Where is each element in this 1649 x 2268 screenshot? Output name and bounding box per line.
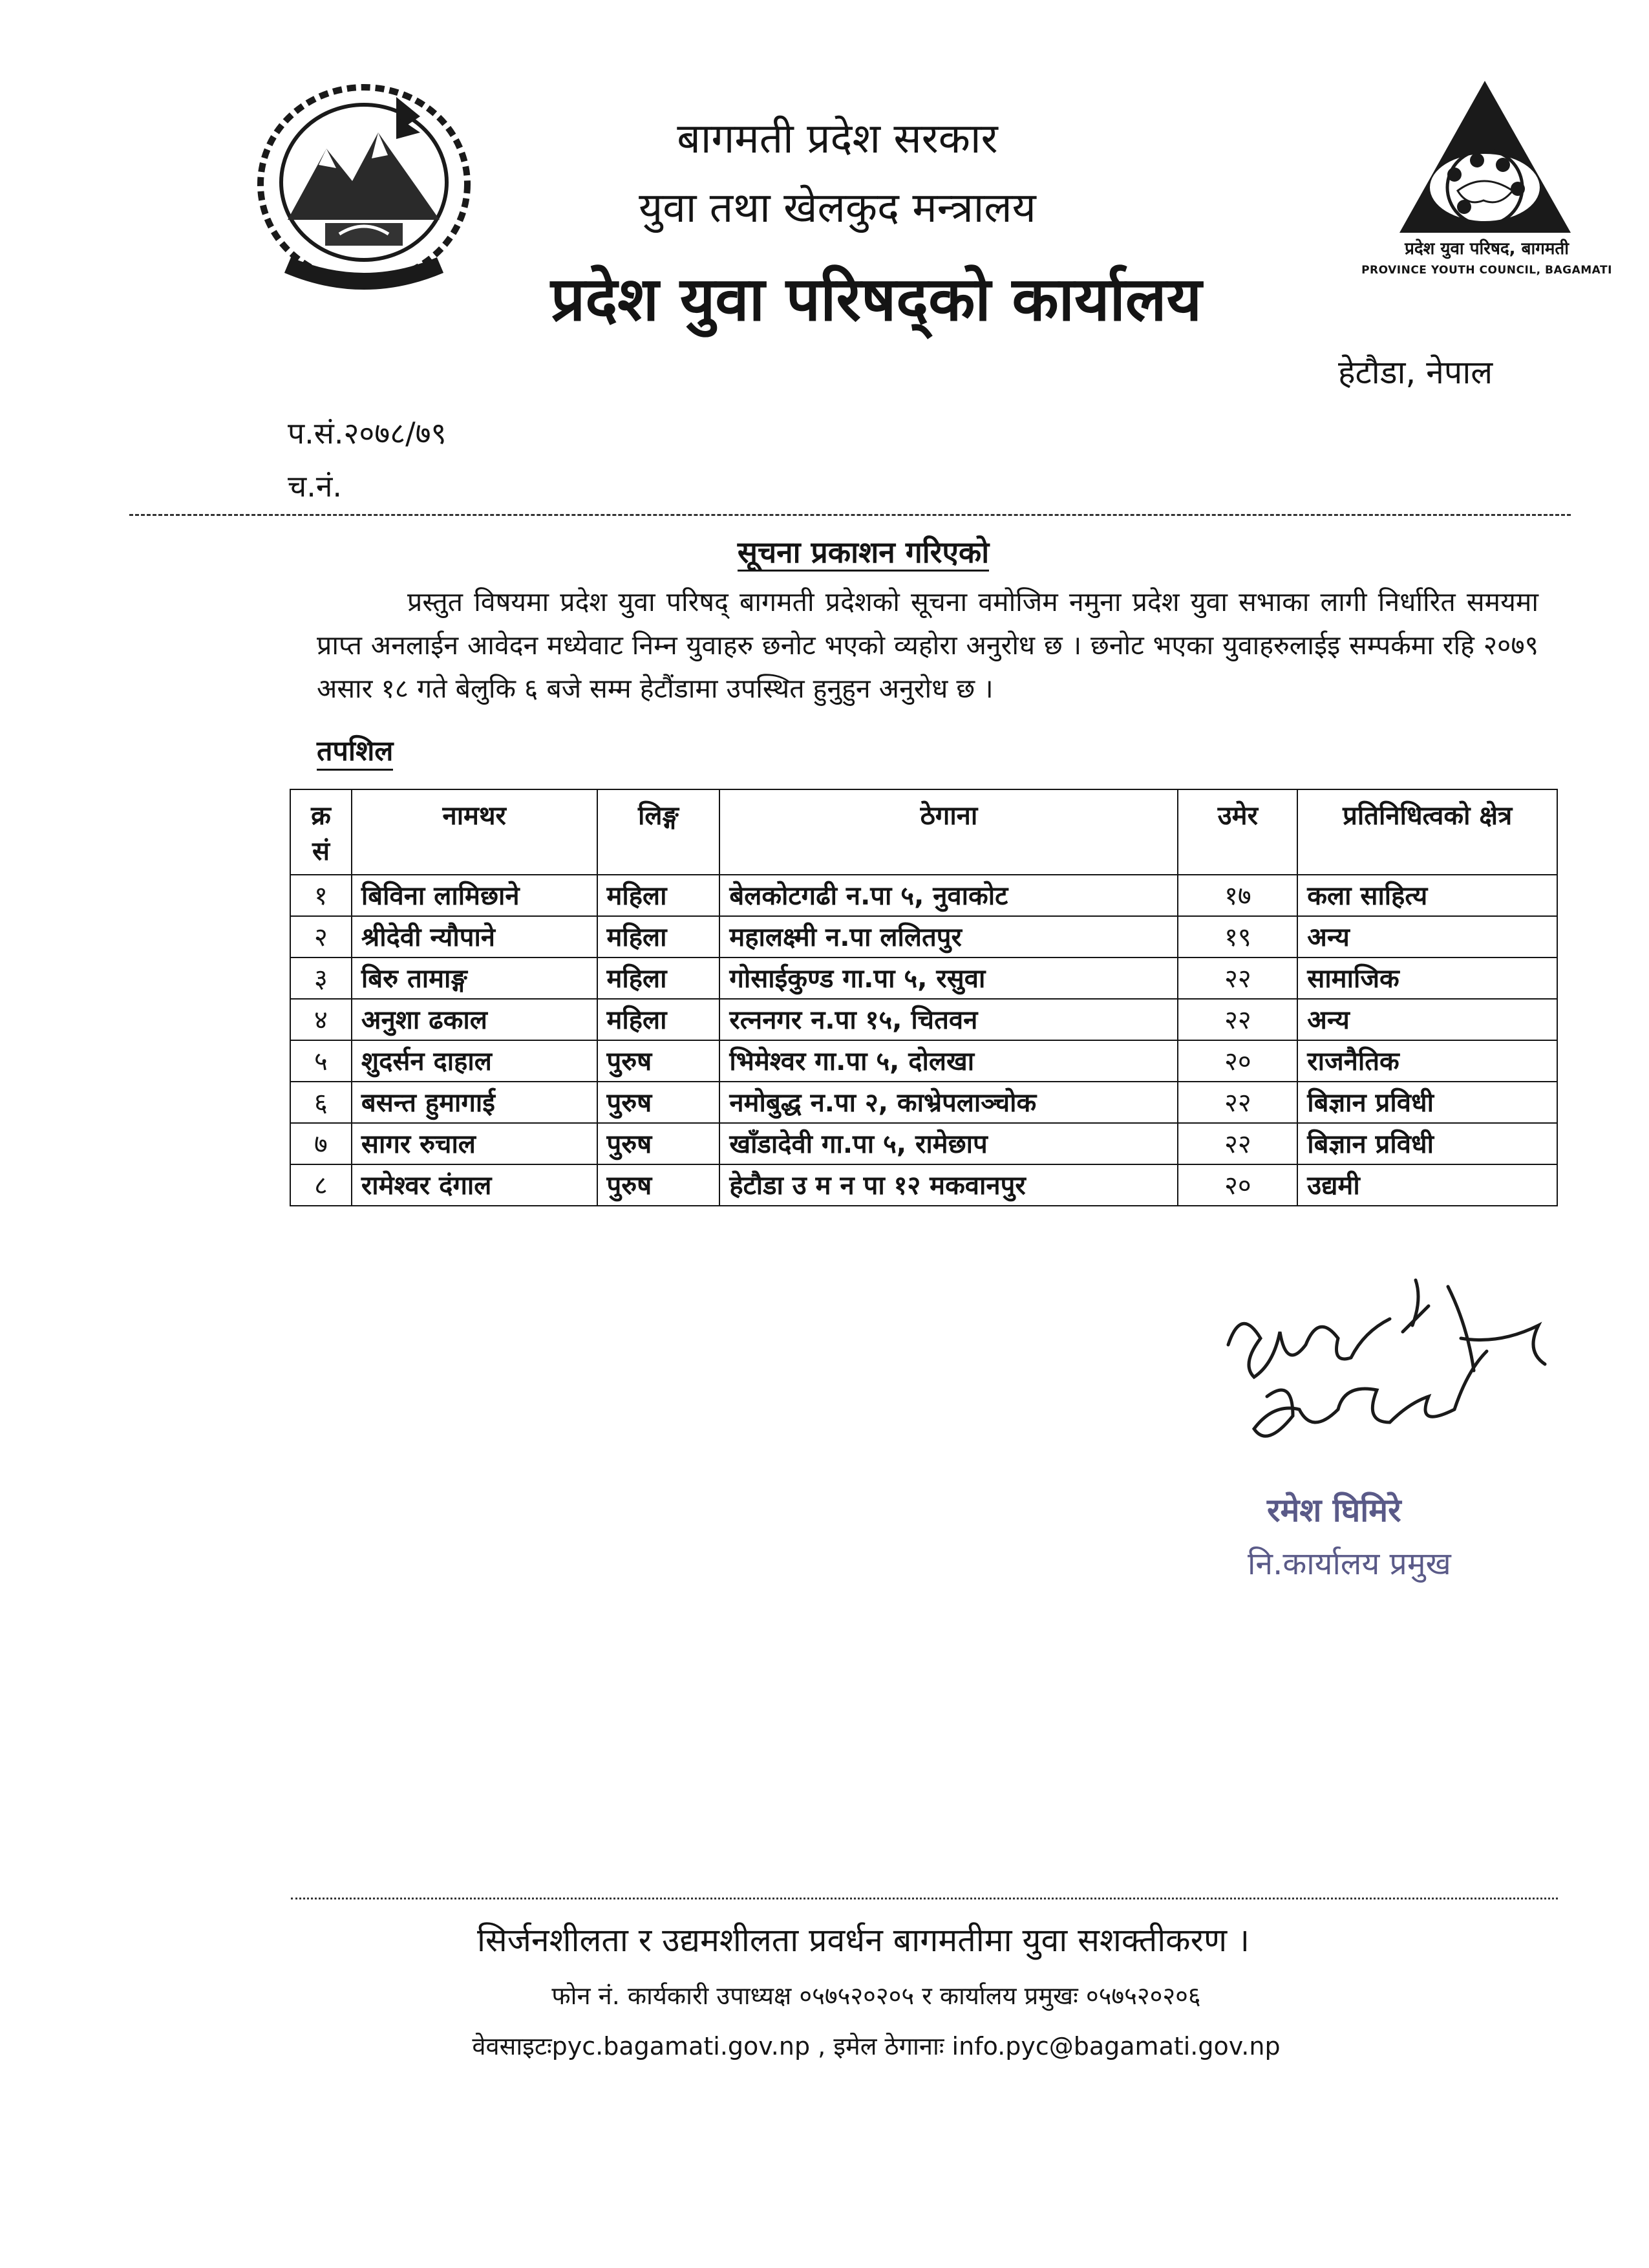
office-location: हेटौडा, नेपाल	[1338, 354, 1493, 391]
col-header-gender: लिङ्ग	[597, 789, 720, 875]
cell-name: बसन्त हुमागाई	[352, 1082, 597, 1123]
header-government: बागमती प्रदेश सरकार	[677, 115, 998, 163]
cell-address: बेलकोटगढी न.पा ५, नुवाकोट	[719, 875, 1178, 916]
table-row	[290, 957, 1557, 999]
footer-divider	[291, 1898, 1558, 1899]
table-row	[290, 1123, 1557, 1164]
cell-name: श्रीदेवी न्यौपाने	[352, 916, 597, 957]
col-header-name: नामथर	[352, 789, 597, 875]
list-heading: तपशिल	[317, 731, 393, 771]
table-row	[290, 999, 1557, 1040]
col-header-age: उमेर	[1178, 789, 1297, 875]
cell-area: बिज्ञान प्रविधी	[1297, 1123, 1557, 1164]
cell-serial: ८	[290, 1164, 352, 1206]
header-ministry: युवा तथा खेलकुद मन्त्रालय	[639, 184, 1036, 232]
cell-area: अन्य	[1297, 916, 1557, 957]
cell-area: कला साहित्य	[1297, 875, 1557, 916]
cell-age: २२	[1178, 999, 1297, 1040]
cell-area: बिज्ञान प्रविधी	[1297, 1082, 1557, 1123]
notice-subject	[0, 531, 1649, 572]
cell-gender: पुरुष	[597, 1082, 720, 1123]
table-header-row	[290, 789, 1557, 875]
col-header-address: ठेगाना	[719, 789, 1178, 875]
cell-address: महालक्ष्मी न.पा ललितपुर	[719, 916, 1178, 957]
footer-slogan: सिर्जनशीलता र उद्यमशीलता प्रवर्धन बागमतीमा युवा सशक्तीकरण ।	[476, 1921, 1250, 1959]
cell-name: अनुशा ढकाल	[352, 999, 597, 1040]
col-header-serial: क्र सं	[290, 789, 352, 875]
cell-serial: ५	[290, 1040, 352, 1082]
header-divider	[129, 514, 1571, 516]
cell-area: अन्य	[1297, 999, 1557, 1040]
cell-name: शुदर्सन दाहाल	[352, 1040, 597, 1082]
cell-address: रत्ननगर न.पा १५, चितवन	[719, 999, 1178, 1040]
reference-number: प.सं.२०७८/७९	[288, 416, 447, 451]
logo-caption-english: PROVINCE YOUTH COUNCIL, BAGAMATI	[1361, 264, 1612, 277]
cell-address: नमोबुद्ध न.पा २, काभ्रेपलाञ्चोक	[719, 1082, 1178, 1123]
cell-gender: महिला	[597, 957, 720, 999]
notice-subject-text: सूचना प्रकाशन गरिएको	[738, 535, 989, 572]
cell-gender: पुरुष	[597, 1123, 720, 1164]
cell-area: राजनैतिक	[1297, 1040, 1557, 1082]
table-row	[290, 916, 1557, 957]
handwritten-signature-icon	[1202, 1267, 1577, 1519]
cell-area: सामाजिक	[1297, 957, 1557, 999]
cell-name: बिरु तामाङ्ग	[352, 957, 597, 999]
col-header-area: प्रतिनिधित्वको क्षेत्र	[1297, 789, 1557, 875]
cell-age: १९	[1178, 916, 1297, 957]
cell-serial: १	[290, 875, 352, 916]
table-row	[290, 875, 1557, 916]
cell-gender: महिला	[597, 875, 720, 916]
cell-age: २०	[1178, 1040, 1297, 1082]
cell-serial: ४	[290, 999, 352, 1040]
cell-age: २०	[1178, 1164, 1297, 1206]
footer-phone: फोन नं. कार्यकारी उपाध्यक्ष ०५७५२०२०५ र कार्यालय प्रमुखः ०५७५२०२०६	[551, 1982, 1201, 2010]
table-row	[290, 1164, 1557, 1206]
cell-serial: ३	[290, 957, 352, 999]
cell-name: सागर रुचाल	[352, 1123, 597, 1164]
logo-caption-nepali: प्रदेश युवा परिषद, बागमती	[1405, 239, 1569, 259]
header-office: प्रदेश युवा परिषद्को कार्यालय	[550, 264, 1202, 335]
signatory-name: रमेश घिमिरे	[1267, 1492, 1401, 1529]
cell-address: गोसाईकुण्ड गा.पा ५, रसुवा	[719, 957, 1178, 999]
cell-serial: ६	[290, 1082, 352, 1123]
table-row	[290, 1082, 1557, 1123]
cell-age: १७	[1178, 875, 1297, 916]
table-row	[290, 1040, 1557, 1082]
cell-area: उद्यमी	[1297, 1164, 1557, 1206]
cell-serial: ७	[290, 1123, 352, 1164]
cell-address: भिमेश्वर गा.पा ५, दोलखा	[719, 1040, 1178, 1082]
cell-name: बिविना लामिछाने	[352, 875, 597, 916]
cell-address: खाँडादेवी गा.पा ५, रामेछाप	[719, 1123, 1178, 1164]
notice-body: प्रस्तुत विषयमा प्रदेश युवा परिषद् बागमती प्रदेशको सूचना वमोजिम नमुना प्रदेश युवा सभाका लागी निर्धारित समयमा प्राप्त अनलाईन आवेदन मध्येवाट निम्न युवाहरु छनोट भएको व्यहोरा अनुरोध छ । छनोट भएका युवाहरुलाईइ सम्पर्कमा रहि २०७९ असार १८ गते बेलुकि ६ बजे सम्म हेटौंडामा उपस्थित हुनुहुन अनुरोध छ ।	[317, 586, 1538, 704]
cell-gender: महिला	[597, 916, 720, 957]
footer-contact: वेवसाइटःpyc.bagamati.gov.np , इमेल ठेगानाः info.pyc@bagamati.gov.np	[472, 2032, 1281, 2060]
cell-age: २२	[1178, 1123, 1297, 1164]
cell-age: २२	[1178, 1082, 1297, 1123]
cell-name: रामेश्वर दंगाल	[352, 1164, 597, 1206]
cell-serial: २	[290, 916, 352, 957]
signatory-title: नि.कार्यालय प्रमुख	[1248, 1546, 1451, 1582]
cell-age: २२	[1178, 957, 1297, 999]
cell-address: हेटौडा उ म न पा १२ मकवानपुर	[719, 1164, 1178, 1206]
selected-youth-table	[290, 789, 1558, 1206]
dispatch-number: च.नं.	[288, 469, 342, 504]
cell-gender: पुरुष	[597, 1164, 720, 1206]
cell-gender: महिला	[597, 999, 720, 1040]
cell-gender: पुरुष	[597, 1040, 720, 1082]
